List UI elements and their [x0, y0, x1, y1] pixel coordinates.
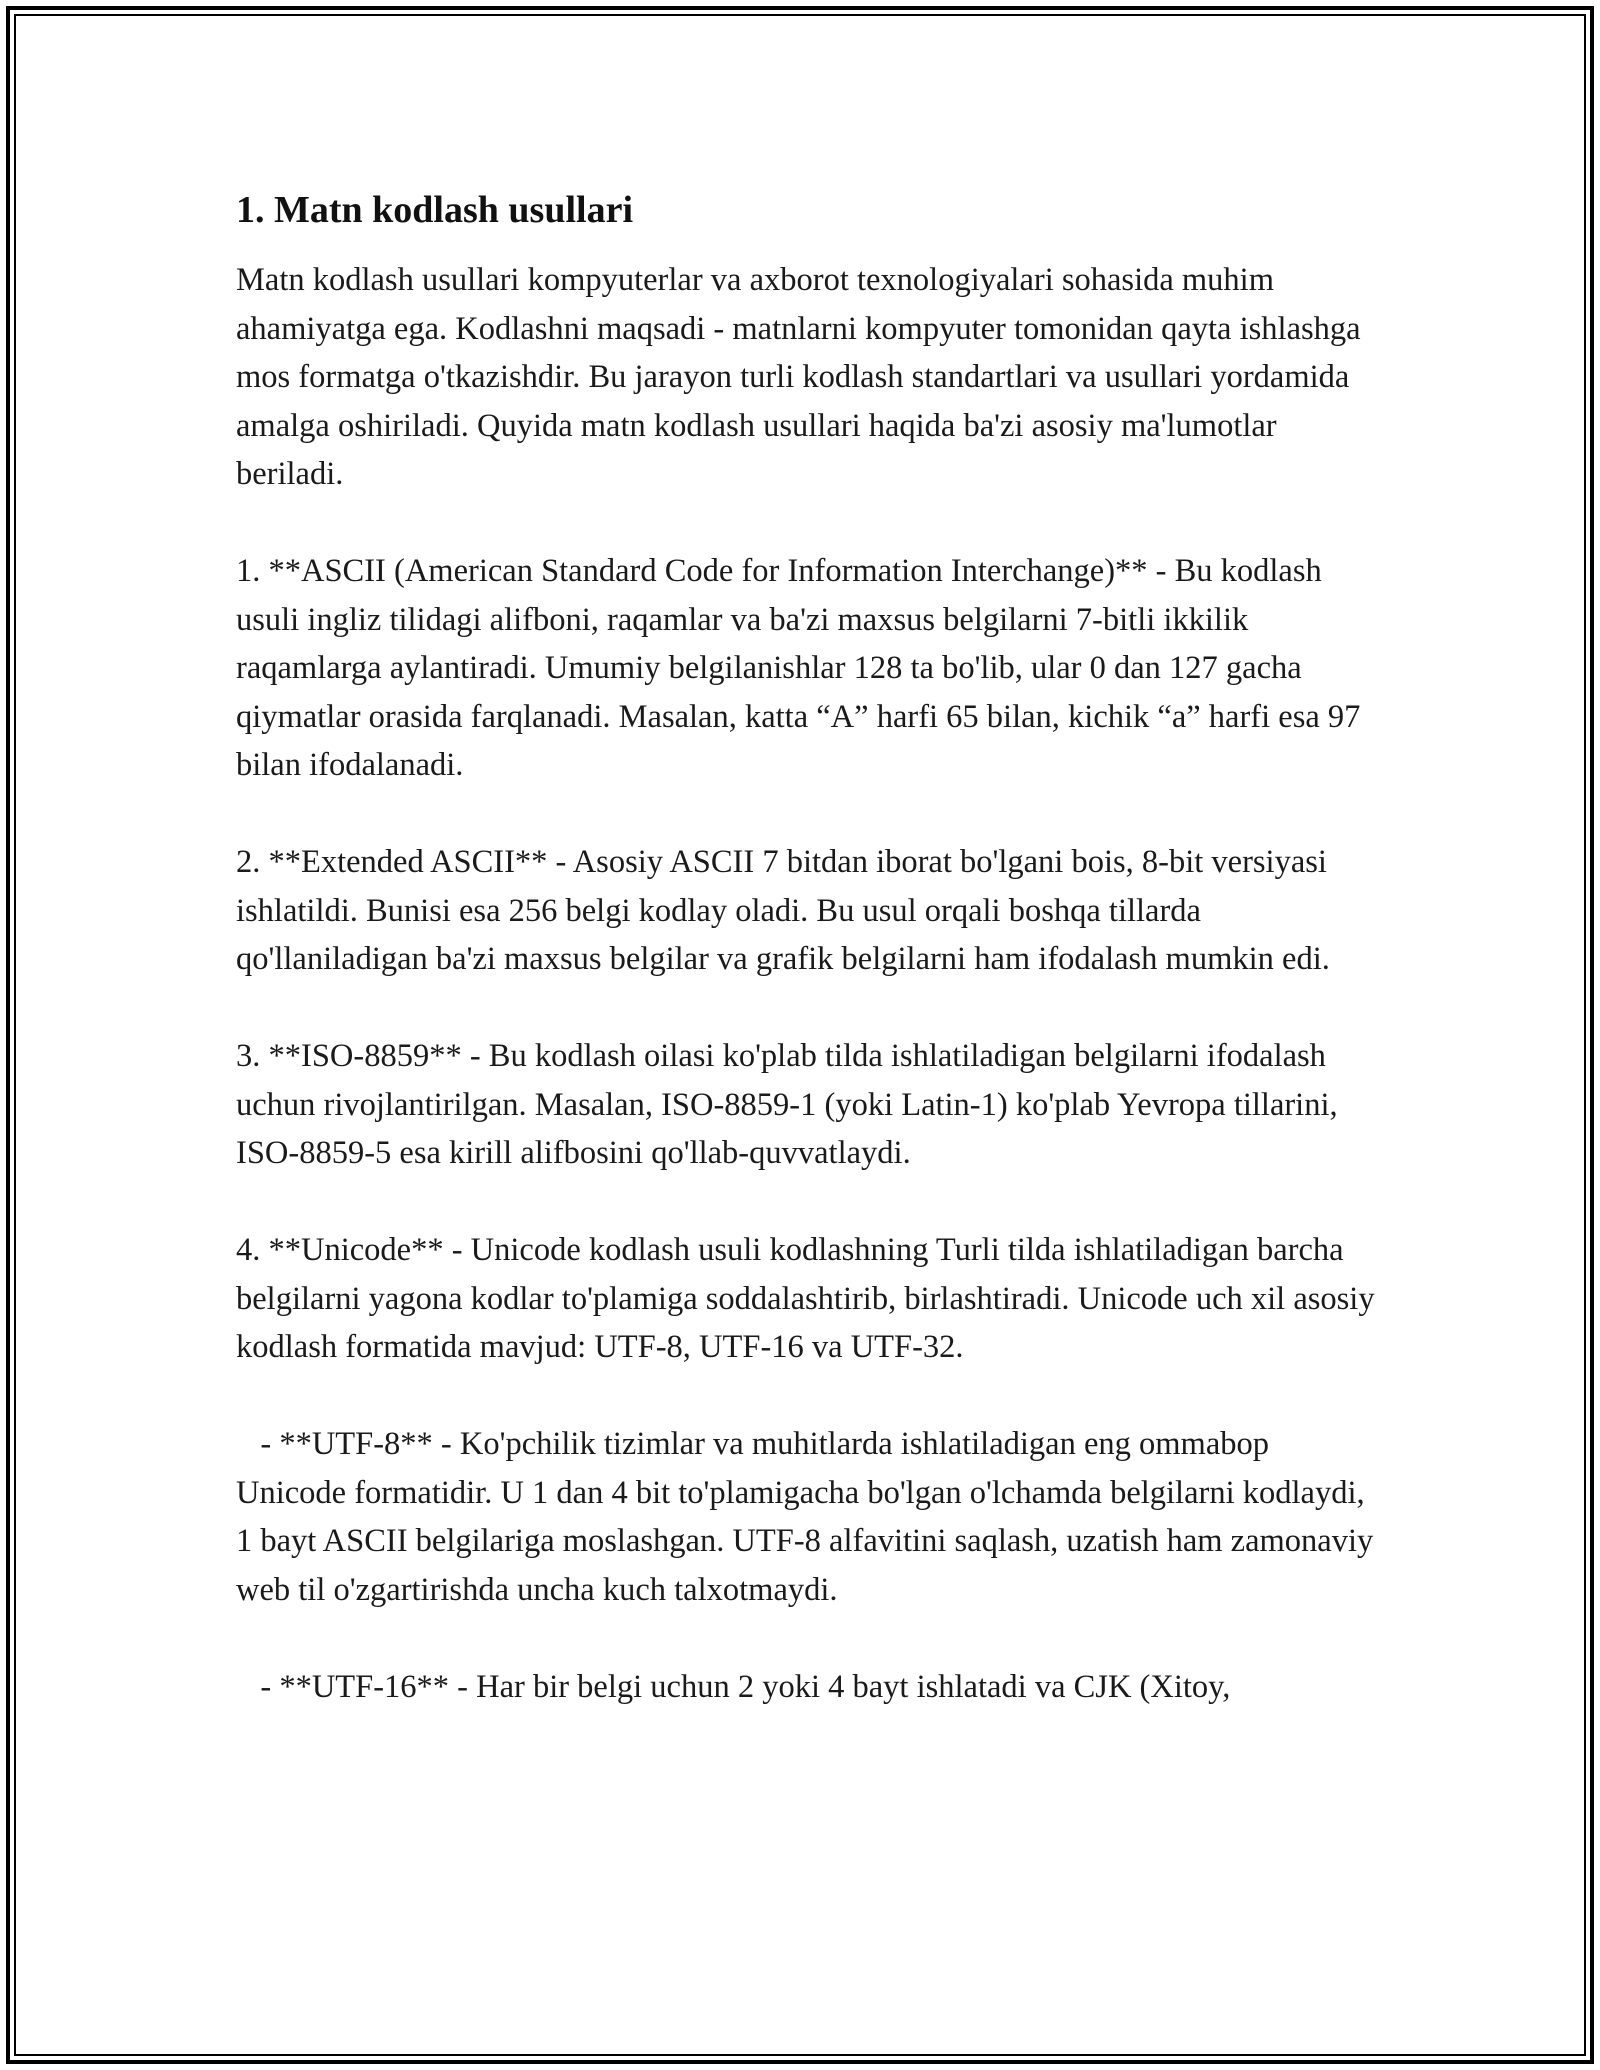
intro-paragraph: Matn kodlash usullari kompyuterlar va axborot texnologiyalari sohasida muhim ahamiyatga ega. Kodlashni maqsadi - matnlarni kompyuter tomonidan qayta ishlashga mos formatga o'tkazishdir. Bu jarayon turli kodlash standartlari va usullari yordamida amalga oshiriladi. Quyida matn kodlash usullari haqida ba'zi asosiy ma'lumotlar beriladi. — [236, 262, 1369, 492]
document-title: 1. Matn kodlash usullari — [236, 189, 633, 231]
iso-8859-paragraph: 3. **ISO-8859** - Bu kodlash oilasi ko'plab tilda ishlatiladigan belgilarni ifodalash uchun rivojlantirilgan. Masalan, ISO-8859-1 (yoki Latin-1) ko'plab Yevropa tillarini, ISO-8859-5 esa kirill alifbosini qo'llab-quvvatlaydi. — [236, 1038, 1346, 1171]
unicode-paragraph: 4. **Unicode** - Unicode kodlash usuli kodlashning Turli tilda ishlatiladigan barcha belgilarni yagona kodlar to'plamiga soddalashtirib, birlashtiradi. Unicode uch xil asosiy kodlash formatida mavjud: UTF-8, UTF-16 va UTF-32. — [236, 1232, 1383, 1365]
document-body — [236, 186, 1386, 1760]
extended-ascii-paragraph: 2. **Extended ASCII** - Asosiy ASCII 7 bitdan iborat bo'lgani bois, 8-bit versiyasi ishlatildi. Bunisi esa 256 belgi kodlay oladi. Bu usul orqali boshqa tillarda qo'llaniladigan ba'zi maxsus belgilar va grafik belgilarni ham ifodalash mumkin edi. — [236, 844, 1336, 977]
utf-16-paragraph: - **UTF-16** - Har bir belgi uchun 2 yoki 4 bayt ishlatadi va CJK (Xitoy, — [236, 1668, 1231, 1705]
ascii-paragraph: 1. **ASCII (American Standard Code for Information Interchange)** - Bu kodlash usuli ingliz tilidagi alifboni, raqamlar va ba'zi maxsus belgilarni 7-bitli ikkilik raqamlarga aylantiradi. Umumiy belgilanishlar 128 ta bo'lib, ular 0 dan 127 gacha qiymatlar orasida farqlanadi. Masalan, katta “A” harfi 65 bilan, kichik “a” harfi esa 97 bilan ifodalanadi. — [236, 553, 1369, 783]
utf-8-paragraph: - **UTF-8** - Ko'pchilik tizimlar va muhitlarda ishlatiladigan eng ommabop Unicode formatidir. U 1 dan 4 bit to'plamigacha bo'lgan o'lchamda belgilarni kodlaydi, 1 bayt ASCII belgilariga moslashgan. UTF-8 alfavitini saqlash, uzatish ham zamonaviy web til o'zgartirishda uncha kuch talxotmaydi. — [236, 1426, 1382, 1608]
